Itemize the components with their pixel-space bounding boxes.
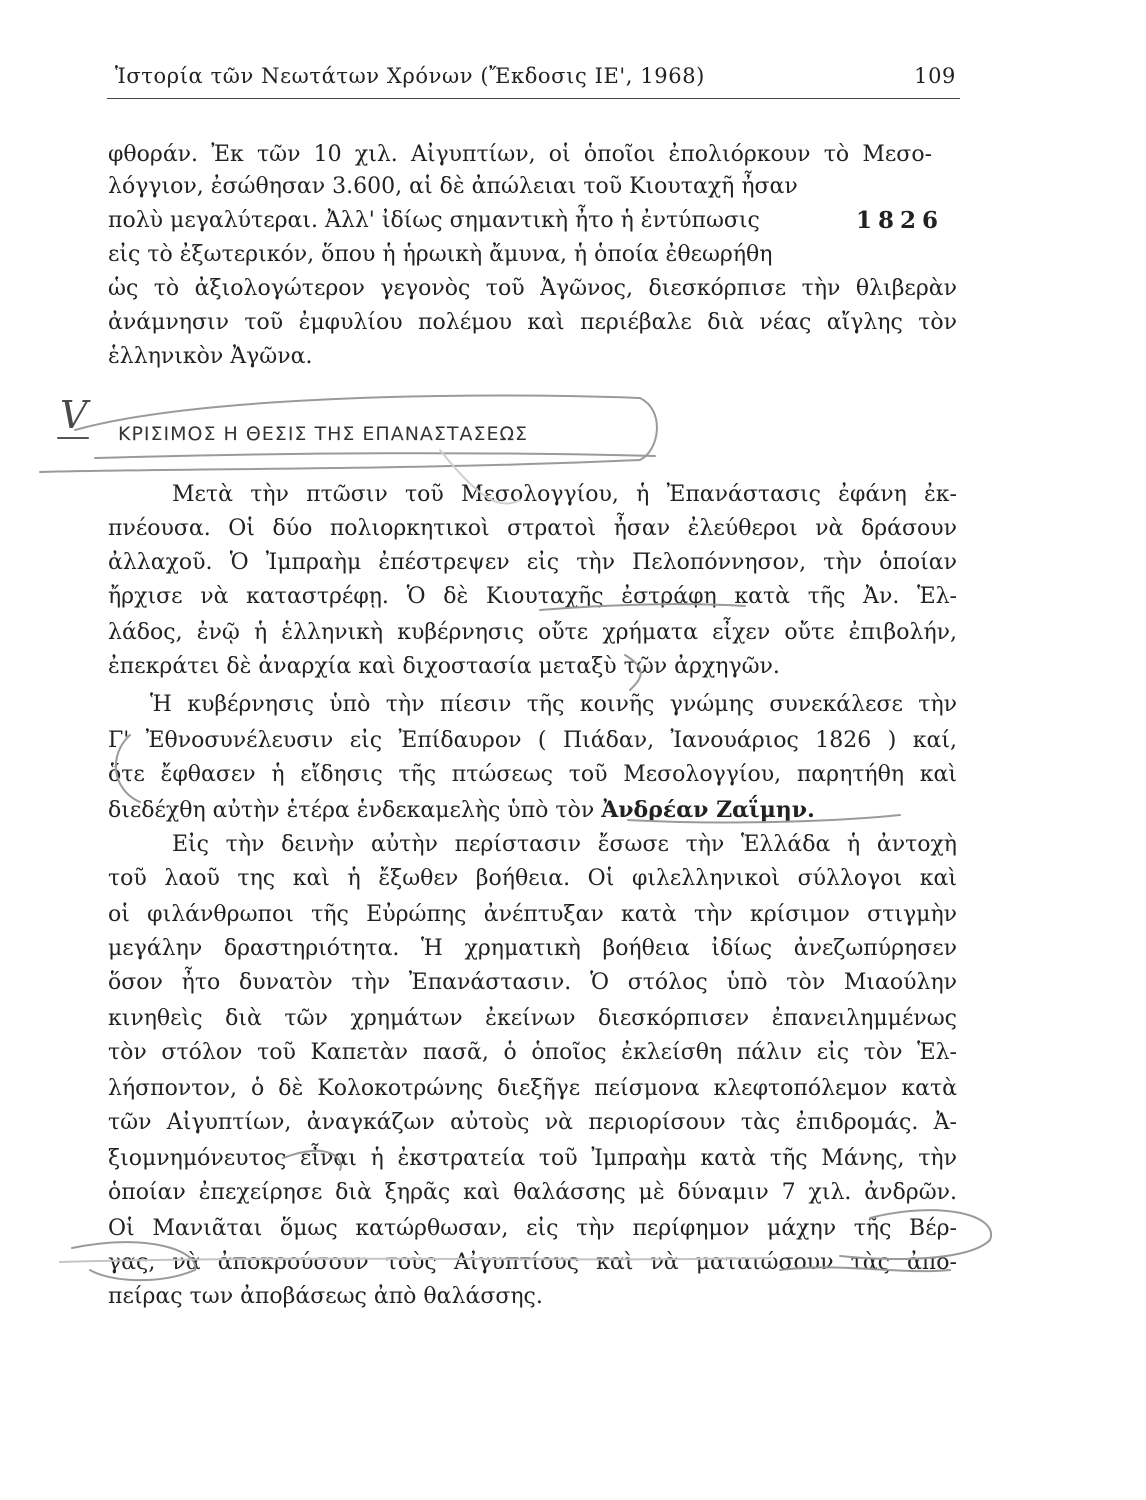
text-line: ὡς τὸ ἀξιολογώτερον γεγονὸς τοῦ Ἀγῶνος, διεσκόρπισε τὴν θλιβερὰν bbox=[108, 276, 957, 301]
text-line: Μετὰ τὴν πτῶσιν τοῦ Μεσολογγίου, ἡ Ἐπανάστασις ἐφάνη ἐκ- bbox=[172, 482, 957, 507]
text-line: ἤρχισε νὰ καταστρέφῃ. Ὁ δὲ Κιουταχῆς ἐστράφη κατὰ τῆς Ἀν. Ἑλ- bbox=[108, 584, 957, 609]
text-line: μεγάλην δραστηριότητα. Ἡ χρηματικὴ βοήθεια ἰδίως ἀνεζωπύρησεν bbox=[108, 936, 957, 961]
text-line: ἀλλαχοῦ. Ὁ Ἰμπραὴμ ἐπέστρεψεν εἰς τὴν Πελοπόννησον, τὴν ὁποίαν bbox=[108, 550, 957, 575]
text-line: φθοράν. Ἐκ τῶν 10 χιλ. Αἰγυπτίων, οἱ ὁποῖοι ἐπολιόρκουν τὸ Μεσο- bbox=[108, 142, 932, 167]
margin-year-note: 1826 bbox=[856, 207, 945, 234]
text-line: ἐπεκράτει δὲ ἀναρχία καὶ διχοστασία μεταξὺ τῶν ἀρχηγῶν. bbox=[108, 654, 780, 679]
text-line: τῶν Αἰγυπτίων, ἀναγκάζων αὐτοὺς νὰ περιορίσουν τὰς ἐπιδρομάς. Ἀ- bbox=[108, 1110, 957, 1135]
book-title: Ἱστορία τῶν Νεωτάτων Χρόνων (Ἔκδοσις ΙΕ', 1968) bbox=[115, 64, 705, 88]
section-heading: ΚΡΙΣΙΜΟΣ Η ΘΕΣΙΣ ΤΗΣ ΕΠΑΝΑΣΤΑΣΕΩΣ bbox=[118, 423, 529, 445]
text-line: οἱ φιλάνθρωποι τῆς Εὐρώπης ἀνέπτυξαν κατὰ τὴν κρίσιμον στιγμὴν bbox=[108, 902, 957, 927]
text-line: ἑλληνικὸν Ἀγῶνα. bbox=[108, 344, 313, 369]
page-number: 109 bbox=[914, 64, 956, 88]
text-line: Ἡ κυβέρνησις ὑπὸ τὴν πίεσιν τῆς κοινῆς γνώμης συνεκάλεσε τὴν bbox=[150, 692, 957, 717]
text-line: λάδος, ἐνῷ ἡ ἑλληνικὴ κυβέρνησις οὔτε χρήματα εἶχεν οὔτε ἐπιβολήν, bbox=[108, 620, 957, 645]
text-line: λήσποντον, ὁ δὲ Κολοκοτρώνης διεξῆγε πείσμονα κλεφτοπόλεμον κατὰ bbox=[108, 1076, 957, 1101]
text-line: πολὺ μεγαλύτεραι. Ἀλλ' ἰδίως σημαντικὴ ἦτο ἡ ἐντύπωσις bbox=[108, 208, 760, 233]
text-line: πείρας των ἀποβάσεως ἀπὸ θαλάσσης. bbox=[108, 1284, 543, 1309]
text-line: Εἰς τὴν δεινὴν αὐτὴν περίστασιν ἔσωσε τὴν Ἑλλάδα ἡ ἀντοχὴ bbox=[172, 832, 957, 857]
text-line: Γ' Ἐθνοσυνέλευσιν εἰς Ἐπίδαυρον ( Πιάδαν, Ἰανουάριος 1826 ) καί, bbox=[108, 728, 957, 753]
text-line: τὸν στόλον τοῦ Καπετὰν πασᾶ, ὁ ὁποῖος ἐκλείσθη πάλιν εἰς τὸν Ἑλ- bbox=[108, 1040, 957, 1065]
text-line: ὅτε ἔφθασεν ἡ εἴδησις τῆς πτώσεως τοῦ Μεσολογγίου, παρητήθη καὶ bbox=[108, 762, 957, 787]
text-line: κινηθεὶς διὰ τῶν χρημάτων ἐκείνων διεσκόρπισεν ἐπανειλημμένως bbox=[108, 1006, 957, 1031]
running-header bbox=[107, 64, 960, 99]
text-line: εἰς τὸ ἐξωτερικόν, ὅπου ἡ ἡρωικὴ ἄμυνα, ἡ ὁποία ἐθεωρήθη bbox=[108, 242, 773, 267]
heading-frame-mark bbox=[95, 453, 655, 458]
text-line: πνέουσα. Οἱ δύο πολιορκητικοὶ στρατοὶ ἦσαν ἐλεύθεροι νὰ δράσουν bbox=[108, 516, 957, 541]
emphasized-name: Ἀνδρέαν Ζαΐμην. bbox=[601, 797, 815, 823]
text-segment: διεδέχθη αὐτὴν ἑτέρα ἑνδεκαμελὴς ὑπὸ τὸν bbox=[108, 798, 595, 823]
text-line: Οἱ Μανιᾶται ὅμως κατώρθωσαν, εἰς τὴν περίφημον μάχην τῆς Βέρ- bbox=[108, 1216, 957, 1241]
text-line: λόγγιον, ἐσώθησαν 3.600, αἱ δὲ ἀπώλειαι τοῦ Κιουταχῆ ἦσαν bbox=[108, 174, 798, 199]
text-line: ὁποίαν ἐπεχείρησε διὰ ξηρᾶς καὶ θαλάσσης μὲ δύναμιν 7 χιλ. ἀνδρῶν. bbox=[108, 1180, 957, 1205]
text-line: γας, νὰ ἀποκρούσουν τοὺς Αἰγυπτίους καὶ νὰ ματαιώσουν τὰς ἀπο- bbox=[108, 1250, 957, 1275]
text-line: ξιομνημόνευτος εἶναι ἡ ἐκστρατεία τοῦ Ἰμπραὴμ κατὰ τῆς Μάνης, τὴν bbox=[108, 1146, 957, 1171]
margin-check-mark: V bbox=[60, 393, 88, 437]
text-line: ὅσον ἦτο δυνατὸν τὴν Ἐπανάστασιν. Ὁ στόλος ὑπὸ τὸν Μιαούλην bbox=[108, 970, 957, 995]
text-line: ἀνάμνησιν τοῦ ἐμφυλίου πολέμου καὶ περιέβαλε διὰ νέας αἴγλης τὸν bbox=[108, 310, 957, 335]
text-line: τοῦ λαοῦ της καὶ ἡ ἔξωθεν βοήθεια. Οἱ φιλελληνικοὶ σύλλογοι καὶ bbox=[108, 866, 957, 891]
text-line bbox=[108, 795, 815, 825]
